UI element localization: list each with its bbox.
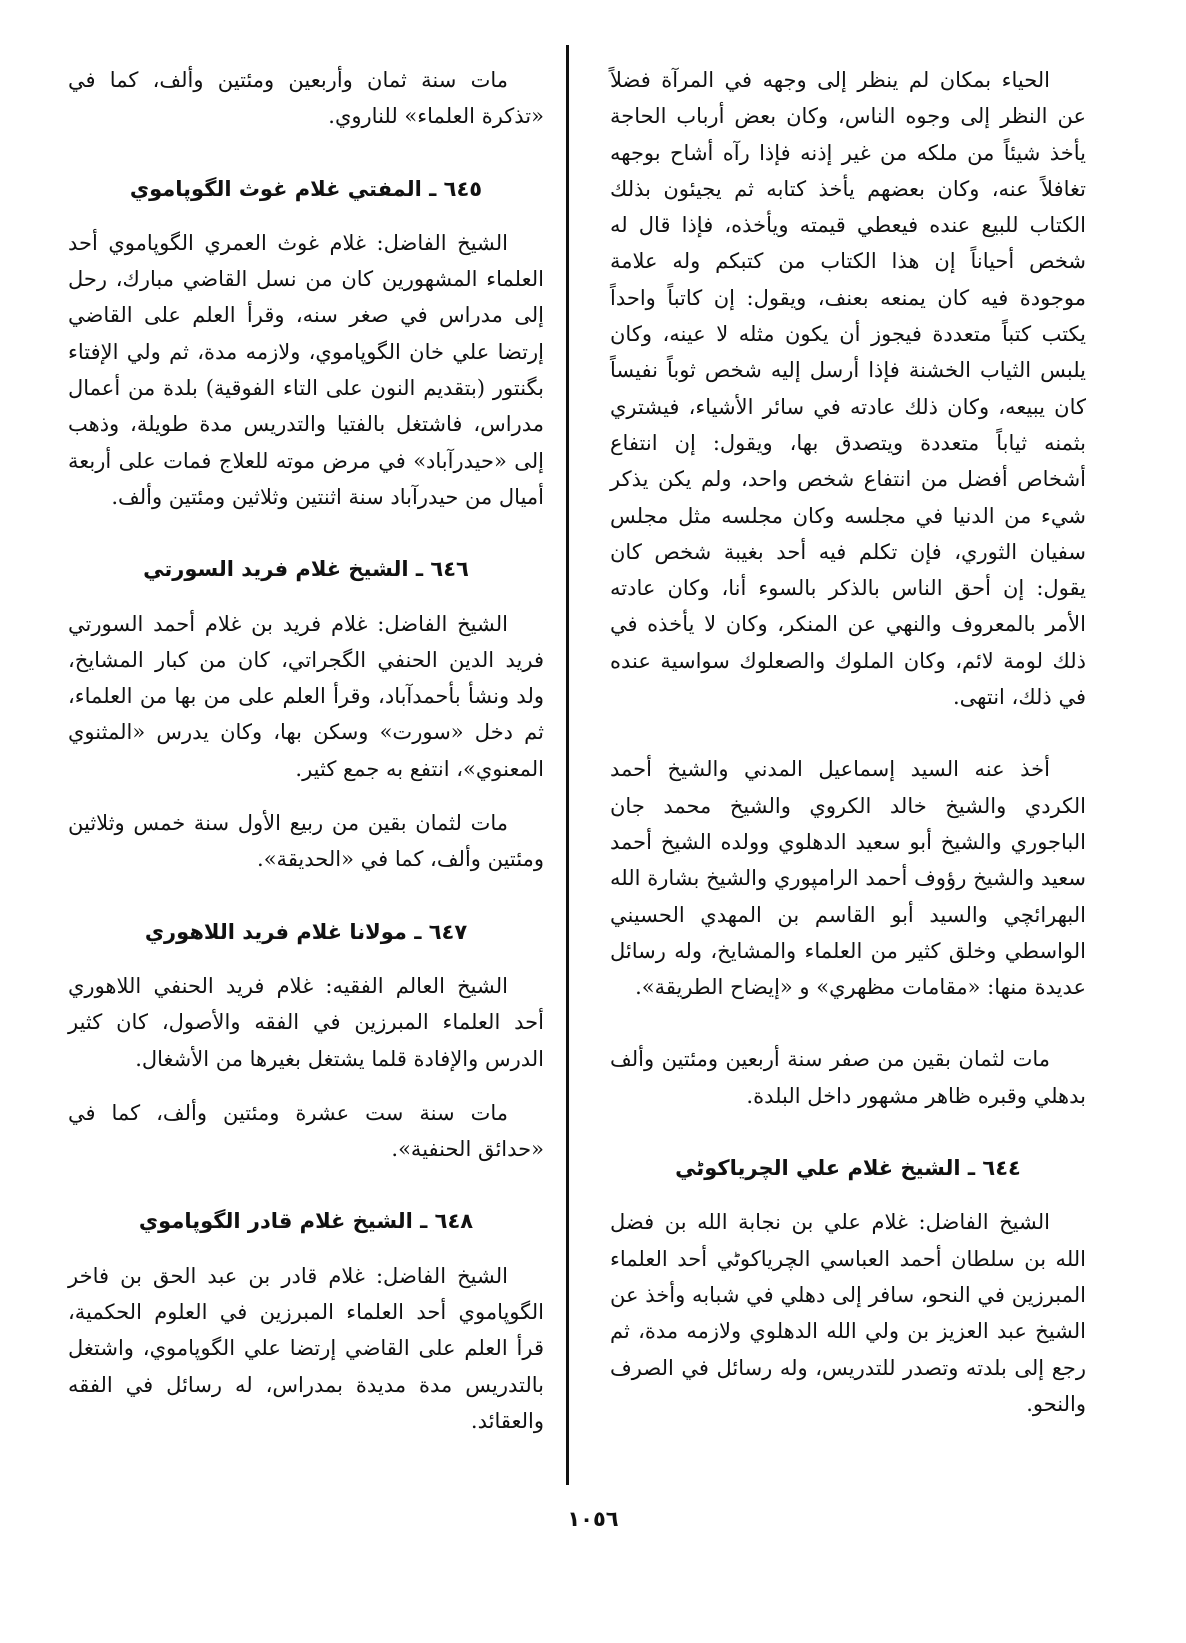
- paragraph: مات سنة ست عشرة ومئتين وألف، كما في «حدائق الحنفية».: [68, 1100, 544, 1162]
- left-column: [68, 62, 544, 1439]
- paragraph: مات لثمان بقين من صفر سنة أربعين ومئتين وألف بدهلي وقبره ظاهر مشهور داخل البلدة.: [610, 1047, 1086, 1108]
- paragraph: الشيخ الفاضل: غلام علي بن نجابة الله بن فضل الله بن سلطان أحمد العباسي الچرياكوٹي أحد العلماء المبرزين في النحو، سافر إلى دهلي في شبابه وأخذ عن الشيخ عبد العزيز بن ولي الله الدهلوي ولازمه مدة، ثم رجع إلى بلدته وتصدر للتدريس، وله رسائل في الصرف والنحو.: [610, 1210, 1086, 1416]
- paragraph: مات لثمان بقين من ربيع الأول سنة خمس وثلاثين ومئتين وألف، كما في «الحديقة».: [68, 811, 544, 872]
- column-divider: [566, 45, 569, 1485]
- entry-heading-646: ٦٤٦ ـ الشيخ غلام فريد السورتي: [143, 557, 469, 582]
- entry-heading-645: ٦٤٥ ـ المفتي غلام غوث الگوپاموي: [129, 176, 483, 201]
- paragraph: الشيخ الفاضل: غلام فريد بن غلام أحمد السورتي فريد الدين الحنفي الگجراتي، كان من كبار المشايخ، ولد ونشأ بأحمدآباد، وقرأ العلم على من بها من العلماء، ثم دخل «سورت» وسكن بها، وكان يدرس «المثنوي المعنوي»، انتفع به جمع كثير.: [68, 611, 544, 781]
- entry-heading-647: ٦٤٧ ـ مولانا غلام فريد اللاهوري: [144, 919, 468, 944]
- entry-heading-648: ٦٤٨ ـ الشيخ غلام قادر الگوپاموي: [138, 1209, 474, 1234]
- page-number: ١٠٥٦: [567, 1507, 619, 1531]
- paragraph: الشيخ العالم الفقيه: غلام فريد الحنفي اللاهوري أحد العلماء المبرزين في الفقه والأصول، كان كثير الدرس والإفادة قلما يشتغل بغيرها من الأشغال.: [68, 973, 544, 1071]
- paragraph: مات سنة ثمان وأربعين ومئتين وألف، كما في «تذكرة العلماء» للناروي.: [68, 68, 544, 129]
- paragraph: أخذ عنه السيد إسماعيل المدني والشيخ أحمد الكردي والشيخ خالد الكروي والشيخ محمد جان الباجوري والشيخ أبو سعيد الدهلوي وولده الشيخ أحمد سعيد والشيخ رؤوف أحمد الرامپوري والشيخ بشارة الله البهرائچي والسيد أبو القاسم بن المهدي الحسيني الواسطي وخلق كثير من العلماء والمشايخ، وله رسائل عديدة منها: «مقامات مظهري» و «إيضاح الطريقة».: [610, 757, 1086, 1000]
- paragraph: الشيخ الفاضل: غلام قادر بن عبد الحق بن فاخر الگوپاموي أحد العلماء المبرزين في العلوم الحكمية، قرأ العلم على القاضي إرتضا علي الگوپاموي، واشتغل بالتدريس مدة مديدة بمدراس، له رسائل في الفقه والعقائد.: [68, 1263, 544, 1433]
- entry-heading-644: ٦٤٤ ـ الشيخ غلام علي الچرياكوٹي: [675, 1156, 1021, 1181]
- paragraph: الحياء بمكان لم ينظر إلى وجهه في المرآة فضلاً عن النظر إلى وجوه الناس، وكان بعض أرباب الحاجة يأخذ شيئاً من ملكه من غير إذنه فإذا رآه أشاح بوجهه تغافلاً عنه، وكان بعضهم يأخذ كتابه ثم يجيئون بذلك الكتاب للبيع عنده فيعطي قيمته ويأخذه، فإذا قال له شخص أحياناً إن هذا الكتاب من كتبكم وله علامة موجودة فيه كان يمنعه بعنف، ويقول: إن كاتباً واحداً يكتب كتباً متعددة فيجوز أن يكون مثله لا عينه، وكان يلبس الثياب الخشنة فإذا أرسل إليه شخص ثوباً نفيساً كان يبيعه، وكان ذلك عادته في سائر الأشياء، فيشتري بثمنه ثياباً متعددة ويتصدق بها، ويقول: إن انتفاع أشخاص أفضل من انتفاع شخص واحد، ولم يكن يذكر شيء من الدنيا في مجلسه وكان مجلسه مثل مجلس سفيان الثوري، فإن تكلم فيه أحد بغيبة شخص كان يقول: إن أحق الناس بالذكر بالسوء أنا، وكان عادته الأمر بالمعروف والنهي عن المنكر، وكان لا يأخذه في ذلك لومة لائم، وكان الملوك والصعلوك سواسية عنده في ذلك، انتهى.: [610, 68, 1086, 710]
- paragraph: الشيخ الفاضل: غلام غوث العمري الگوپاموي أحد العلماء المشهورين كان من نسل القاضي مبارك، رحل إلى مدراس في صغر سنه، وقرأ العلم على القاضي إرتضا علي خان الگوپاموي، ولازمه مدة، ثم ولي الإفتاء بگنتور (بتقديم النون على التاء الفوقية) بلدة من أعمال مدراس، فاشتغل بالفتيا والتدريس مدة طويلة، وذهب إلى «حيدرآباد» في مرض موته للعلاج فمات على أربعة أميال من حيدرآباد سنة اثنتين وثلاثين ومئتين وألف.: [68, 230, 544, 509]
- right-column: [610, 62, 1086, 1422]
